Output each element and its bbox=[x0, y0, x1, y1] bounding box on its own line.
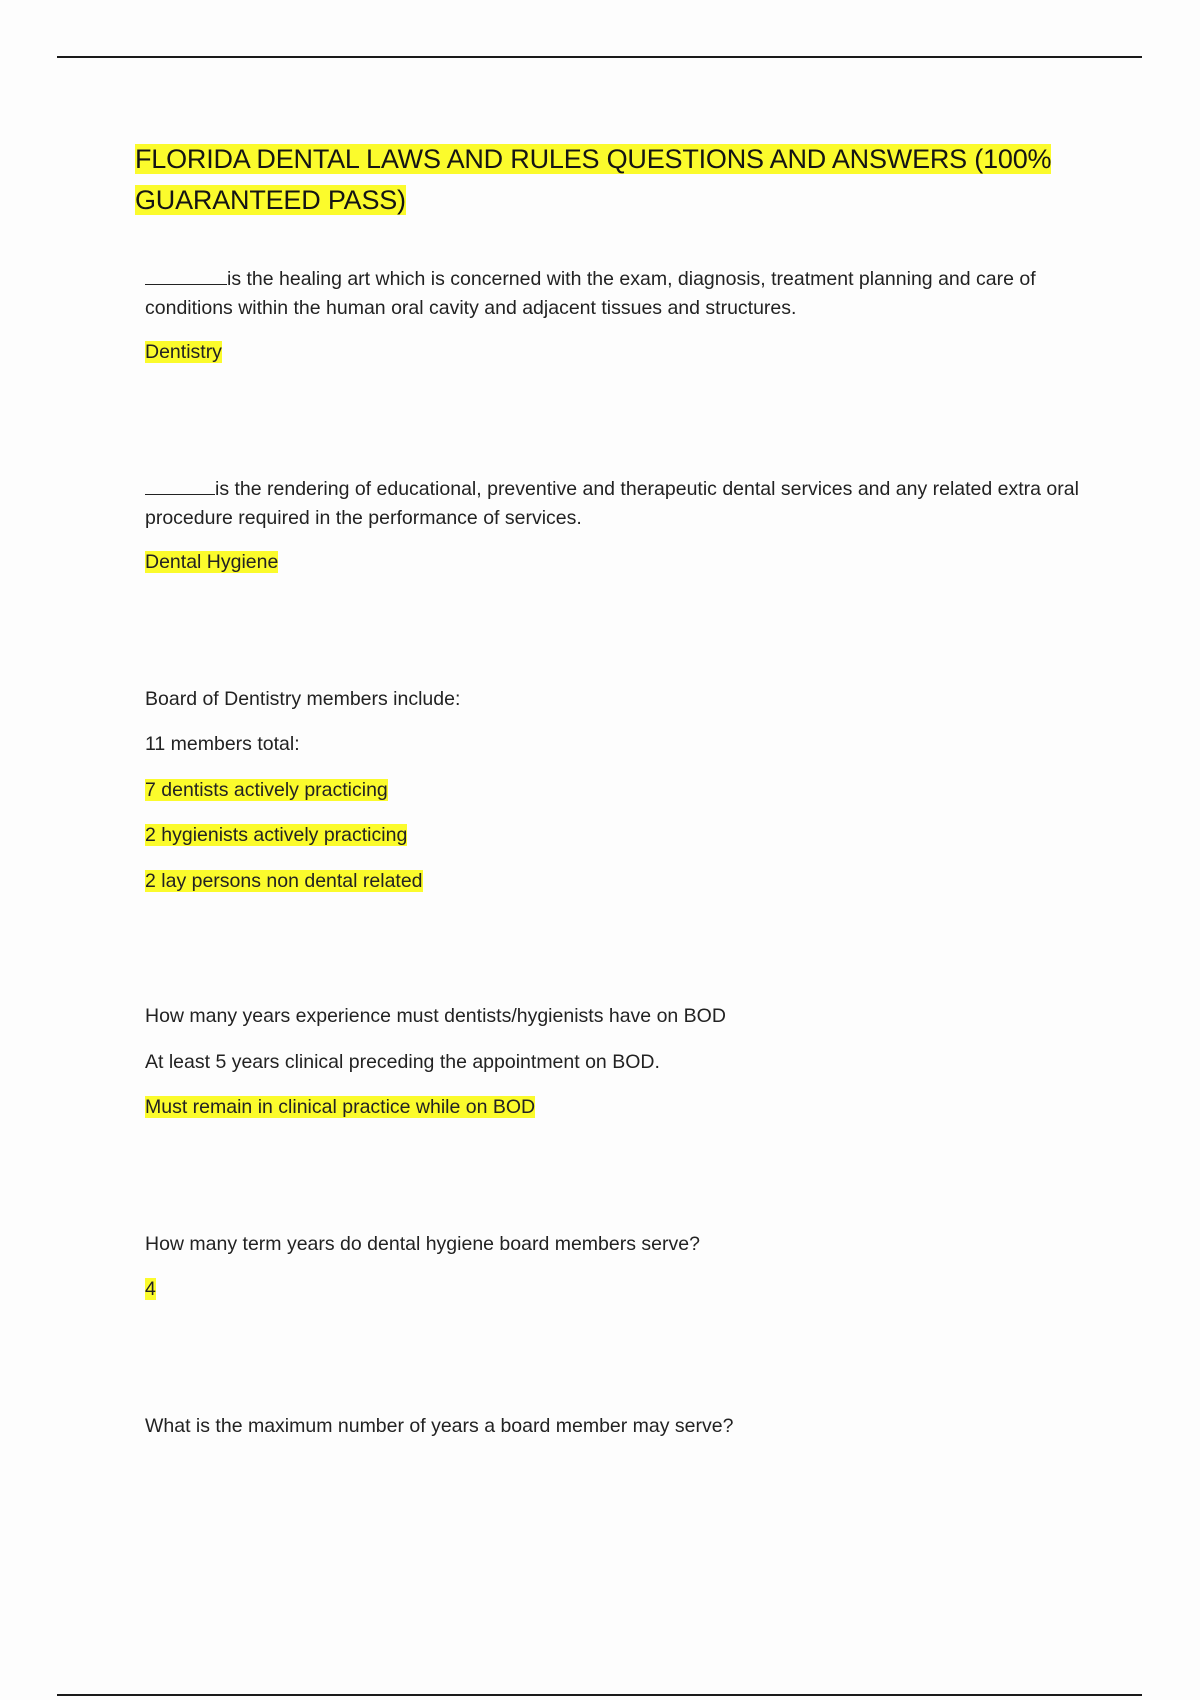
answer-5-text: 4 bbox=[145, 1278, 156, 1300]
question-5: How many term years do dental hygiene board members serve? bbox=[145, 1233, 700, 1255]
title-highlight: FLORIDA DENTAL LAWS AND RULES QUESTIONS AND ANSWERS (100% GUARANTEED PASS) bbox=[135, 144, 1052, 215]
question-4: How many years experience must dentists/hygienists have on BOD bbox=[145, 1005, 726, 1027]
answer-4 bbox=[145, 1093, 535, 1122]
answer-2 bbox=[145, 548, 278, 577]
question-3-detail: 11 members total: bbox=[145, 733, 300, 755]
answer-3-item-1: 7 dentists actively practicing bbox=[145, 779, 388, 801]
question-6: What is the maximum number of years a board member may serve? bbox=[145, 1415, 734, 1437]
answer-4-text: Must remain in clinical practice while on BOD bbox=[145, 1096, 536, 1118]
answer-3-item-2: 2 hygienists actively practicing bbox=[145, 824, 408, 846]
answer-1-text: Dentistry bbox=[145, 341, 222, 363]
question-2 bbox=[145, 474, 1105, 533]
answer-5 bbox=[145, 1275, 156, 1304]
question-1-text: is the healing art which is concerned with the exam, diagnosis, treatment planning and care of conditions within the human oral cavity and adjacent tissues and structures. bbox=[145, 268, 1036, 319]
answer-1 bbox=[145, 338, 222, 367]
question-3: Board of Dentistry members include: bbox=[145, 688, 461, 710]
question-4-detail: At least 5 years clinical preceding the appointment on BOD. bbox=[145, 1051, 660, 1073]
fill-in-blank bbox=[145, 264, 227, 285]
footer-rule bbox=[57, 1694, 1142, 1696]
header-rule bbox=[57, 56, 1142, 58]
question-1 bbox=[145, 264, 1105, 323]
answer-2-text: Dental Hygiene bbox=[145, 551, 279, 573]
document-title bbox=[135, 139, 1115, 221]
fill-in-blank bbox=[145, 474, 215, 495]
answer-3-item-3: 2 lay persons non dental related bbox=[145, 870, 423, 892]
question-2-text: is the rendering of educational, preventive and therapeutic dental services and any related extra oral procedure required in the performance of services. bbox=[145, 478, 1079, 529]
